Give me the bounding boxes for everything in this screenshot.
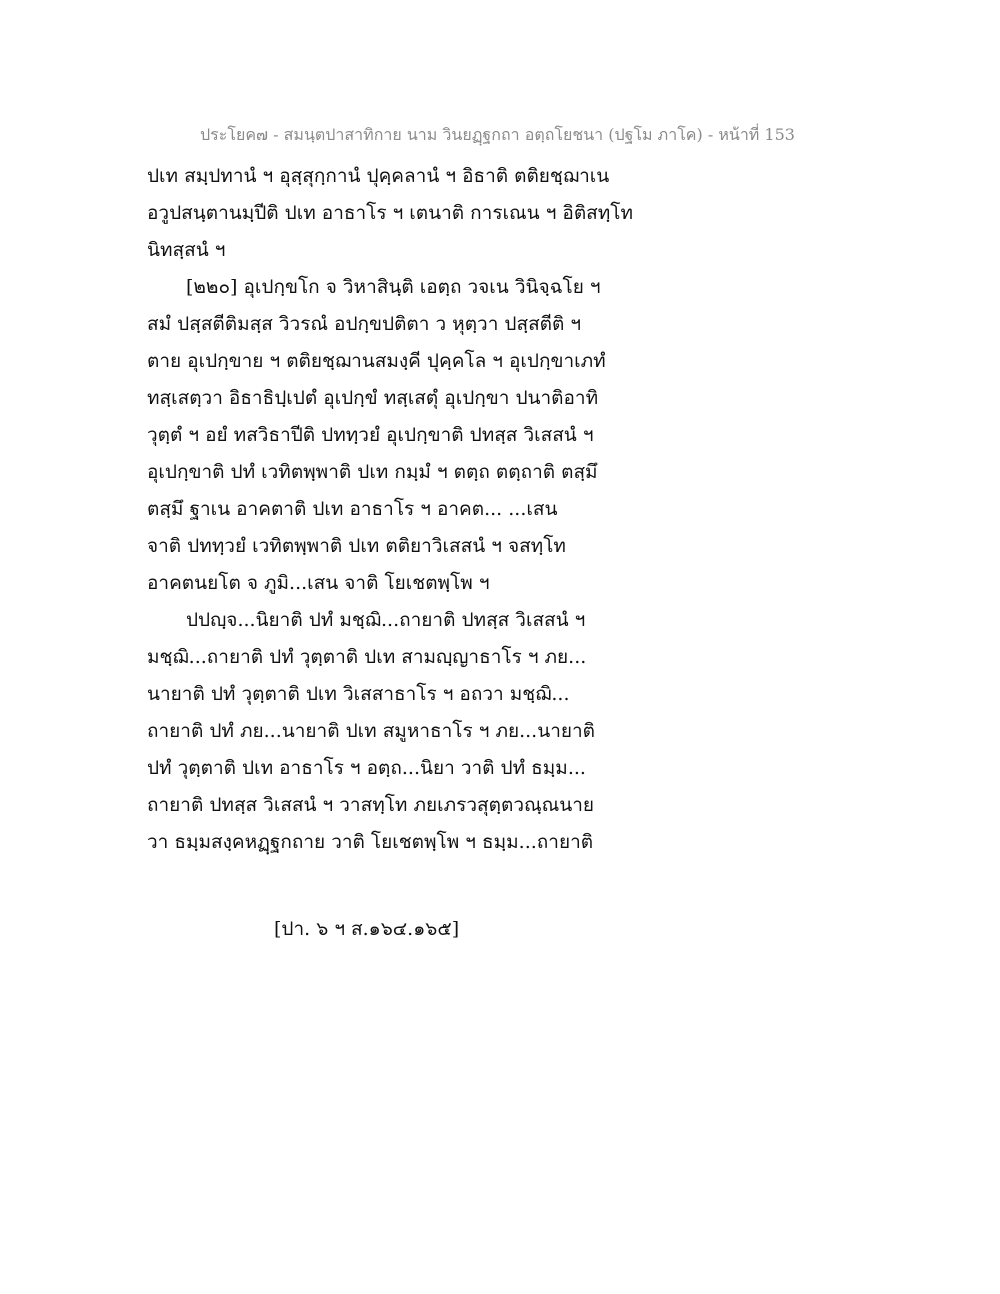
- text-line: ตสฺมึ ฐาเน อาคตาติ ปเท อาธาโร ฯ อาคต... ...เสน: [147, 498, 558, 520]
- running-header: ประโยค๗ - สมนฺตปาสาทิกาย นาม วินยฏฺฐกถา อตฺถโยชนา (ปฐโม ภาโค) - หน้าที่ 153: [200, 125, 795, 144]
- body-text: [147, 158, 634, 861]
- text-line: ปทํ วุตฺตาติ ปเท อาธาโร ฯ อตฺถ...นิยา วาติ ปทํ ธมฺม...: [147, 757, 586, 779]
- text-line: อาคตนยโต จ ภูมิ...เสน จาติ โยเชตพฺโพ ฯ: [147, 572, 490, 594]
- text-line: สมํ ปสฺสตีติมสฺส วิวรณํ อปกฺขปติตา ว หุตฺวา ปสฺสตีติ ฯ: [147, 313, 582, 335]
- text-line: ปเท สมฺปทานํ ฯ อุสฺสุกฺกานํ ปุคฺคลานํ ฯ อิธาติ ตติยชฺฌาเน: [147, 165, 610, 187]
- text-line: มชฺฌิ...ถายาติ ปทํ วุตฺตาติ ปเท สามญฺญาธาโร ฯ ภย...: [147, 646, 587, 668]
- text-line: ตาย อุเปกฺขาย ฯ ตติยชฺฌานสมงฺคี ปุคฺคโล ฯ อุเปกฺขาเภทํ: [147, 350, 606, 372]
- paragraph-start-line: ปปญฺจ...นิยาติ ปทํ มชฺฌิ...ถายาติ ปทสฺส วิเสสนํ ฯ: [186, 609, 586, 631]
- text-line: ถายาติ ปทสฺส วิเสสนํ ฯ วาสทฺโท ภยเภรวสุตฺตวณฺณนาย: [147, 794, 595, 816]
- text-line: อุเปกฺขาติ ปทํ เวทิตพฺพาติ ปเท กมฺมํ ฯ ตตฺถ ตตฺถาติ ตสฺมึ: [147, 461, 598, 483]
- paragraph-start-line: [๒๒๐] อุเปกฺขโก จ วิหาสินฺติ เอตฺถ วจเน วินิจฺฉโย ฯ: [186, 276, 601, 298]
- text-line: นิทสฺสนํ ฯ: [147, 239, 226, 261]
- text-line: ทสฺเสตฺวา อิธาธิปฺเปตํ อุเปกฺขํ ทสฺเสตุํ อุเปกฺขา ปนาติอาทิ: [147, 387, 599, 409]
- text-line: อวูปสนฺตานมฺปีติ ปเท อาธาโร ฯ เตนาติ การเณน ฯ อิติสทฺโท: [147, 202, 634, 224]
- text-line: วุตฺตํ ฯ อยํ ทสวิธาปีติ ปททฺวยํ อุเปกฺขาติ ปทสฺส วิเสสนํ ฯ: [147, 424, 594, 446]
- page-reference: [ปา. ๖ ฯ ส.๑๖๔.๑๖๕]: [274, 918, 460, 940]
- text-line: ถายาติ ปทํ ภย...นายาติ ปเท สมูหาธาโร ฯ ภย...นายาติ: [147, 720, 596, 742]
- text-line: จาติ ปททฺวยํ เวทิตพฺพาติ ปเท ตติยาวิเสสนํ ฯ จสทฺโท: [147, 535, 566, 557]
- text-line: วา ธมฺมสงฺคหฏฺฐกถาย วาติ โยเชตพฺโพ ฯ ธมฺม...ถายาติ: [147, 831, 594, 853]
- text-line: นายาติ ปทํ วุตฺตาติ ปเท วิเสสาธาโร ฯ อถวา มชฺฌิ...: [147, 683, 570, 705]
